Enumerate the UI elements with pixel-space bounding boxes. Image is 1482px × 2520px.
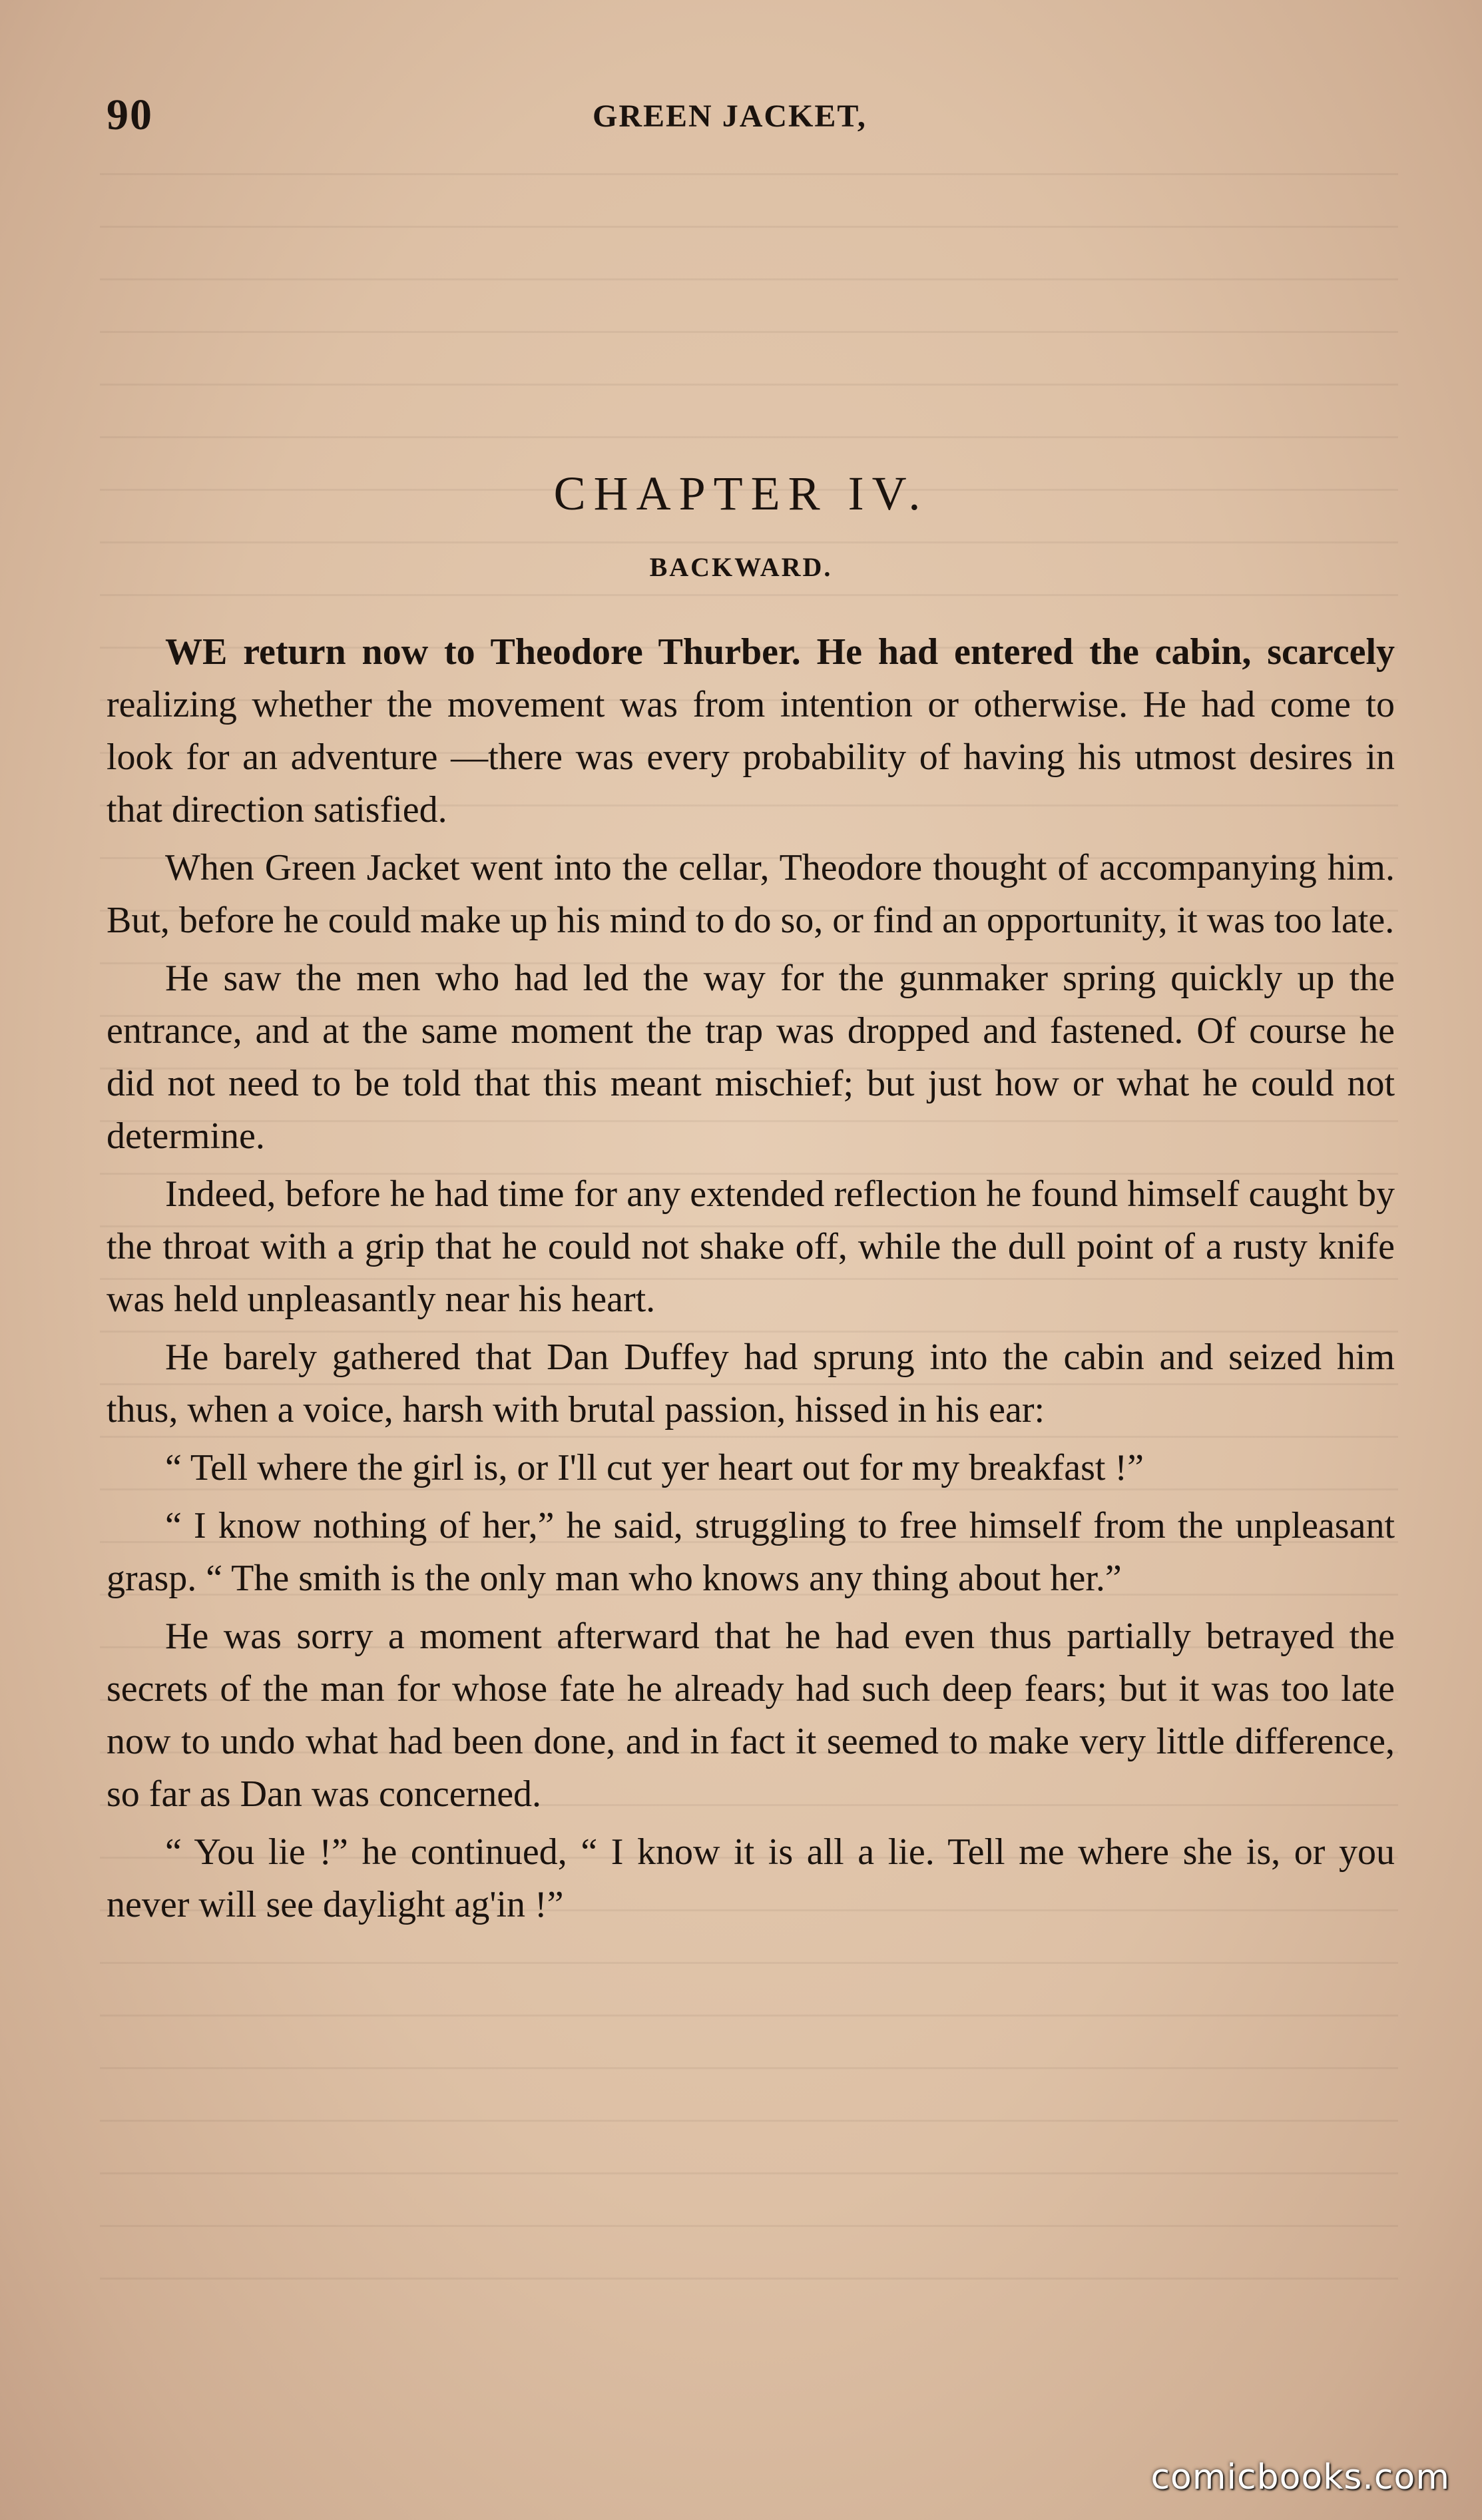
running-title: GREEN JACKET, — [593, 99, 867, 134]
paragraph: “ I know nothing of her,” he said, struggling to free himself from the unpleasant grasp. “ The smith is the only man who knows any thing about her.” — [107, 1505, 1395, 1599]
chapter-title: CHAPTER IV. — [553, 467, 929, 520]
paragraph: “ You lie !” he continued, “ I know it is all a lie. Tell me where she is, or you never will see daylight ag'in !” — [107, 1831, 1395, 1925]
chapter-subtitle: BACKWARD. — [649, 552, 833, 582]
paragraph: He barely gathered that Dan Duffey had sprung into the cabin and seized him thus, when a voice, harsh with brutal passion, hissed in his ear: — [107, 1337, 1395, 1430]
paragraph: When Green Jacket went into the cellar, Theodore thought of accompanying him. But, before he could make up his mind to do so, or find an opportunity, it was too late. — [107, 847, 1395, 941]
watermark: comicbooks.com — [1150, 2457, 1450, 2497]
page-header — [107, 90, 1411, 150]
page-number: 90 — [107, 91, 153, 139]
body-text — [107, 626, 1395, 1931]
paragraph: He was sorry a moment afterward that he had even thus partially betrayed the secrets of the man for whose fate he already had such deep fears; but it was too late now to undo what had been done, and in fact it seemed to make very little difference, so far as Dan was concerned. — [107, 1616, 1395, 1815]
paragraph: WE return now to Theodore Thurber. He had entered the cabin, scarcely realizing whether the movement was from intention or otherwise. He had come to look for an adventure —there was every probability of having his utmost desires in that direction satisfied. — [107, 631, 1395, 830]
paragraph: Indeed, before he had time for any extended reflection he found himself caught by the throat with a grip that he could not shake off, while the dull point of a rusty knife was held unpleasantly near his heart. — [107, 1173, 1395, 1320]
paragraph: He saw the men who had led the way for the gunmaker spring quickly up the entrance, and at the same moment the trap was dropped and fastened. Of course he did not need to be told that this meant mischief; but just how or what he could not determine. — [107, 958, 1395, 1157]
paragraph: “ Tell where the girl is, or I'll cut yer heart out for my breakfast !” — [165, 1447, 1144, 1488]
